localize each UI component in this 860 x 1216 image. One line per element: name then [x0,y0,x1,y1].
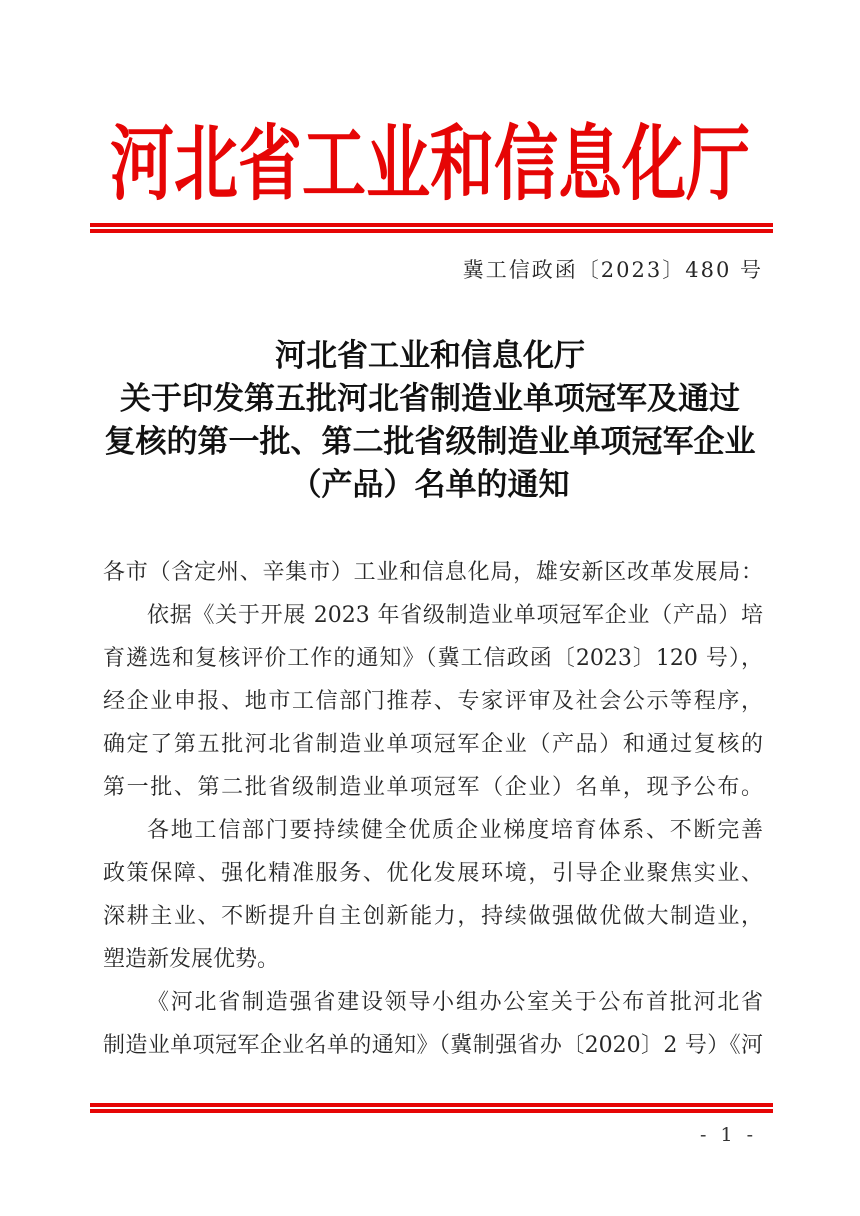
body-line: 深耕主业、不断提升自主创新能力，持续做强做优做大制造业， [103,904,763,929]
body-line: 经企业申报、地市工信部门推荐、专家评审及社会公示等程序， [103,689,763,714]
page-number: - 1 - [699,1124,757,1146]
letterhead-agency-name: 河北省工业和信息化厅 [110,116,750,213]
body-line: 《河北省制造强省建设领导小组办公室关于公布首批河北省 [147,990,763,1015]
body-line: 依据《关于开展 2023 年省级制造业单项冠军企业（产品）培 [147,603,763,628]
document-reference-number: 冀工信政函〔2023〕480 号 [462,258,763,282]
body-line: 各市（含定州、辛集市）工业和信息化局，雄安新区改革发展局： [103,560,763,585]
body-line: 确定了第五批河北省制造业单项冠军企业（产品）和通过复核的 [103,732,763,757]
body-line: 育遴选和复核评价工作的通知》（冀工信政函〔2023〕120 号）， [103,646,763,671]
body-line: 制造业单项冠军企业名单的通知》（冀制强省办〔2020〕2 号）《河 [103,1033,763,1058]
letterhead [0,116,860,213]
notice-title-line: 关于印发第五批河北省制造业单项冠军及通过 [120,381,740,417]
notice-title-line: （产品）名单的通知 [290,467,570,503]
red-double-rule-bottom [90,1103,773,1113]
body-line: 第一批、第二批省级制造业单项冠军（企业）名单，现予公布。 [103,775,763,800]
body-line: 塑造新发展优势。 [103,947,280,972]
notice-title-line: 河北省工业和信息化厅 [275,338,585,374]
red-double-rule-top [90,223,773,233]
body-line: 各地工信部门要持续健全优质企业梯度培育体系、不断完善 [147,818,763,843]
notice-body [103,551,763,1067]
notice-title-line: 复核的第一批、第二批省级制造业单项冠军企业 [104,424,756,460]
notice-title [0,335,860,507]
body-line: 政策保障、强化精准服务、优化发展环境，引导企业聚焦实业、 [103,861,763,886]
